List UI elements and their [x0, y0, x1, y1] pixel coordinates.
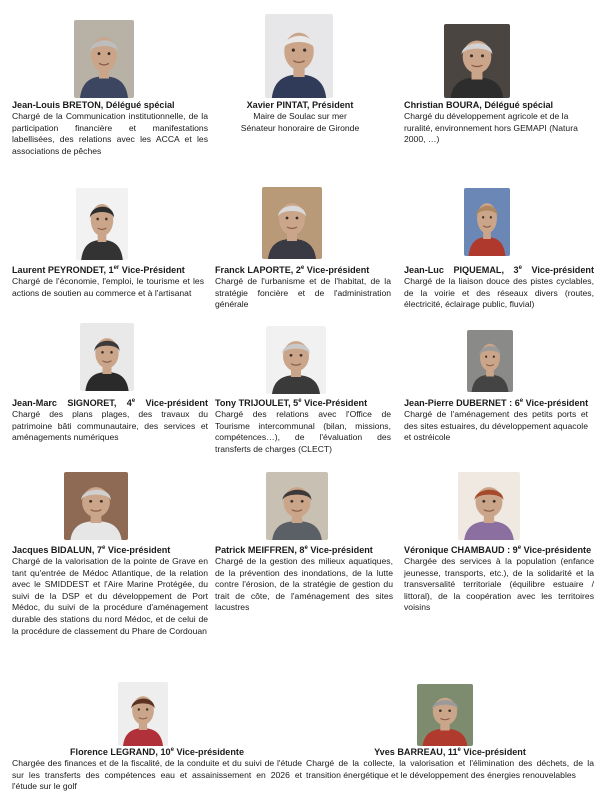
photo-franck-laporte: [262, 187, 322, 259]
member-role: Chargé de l'aménagement des petits ports et des sites estuaires, du développement aquacole et ostréicole: [404, 409, 588, 443]
photo-jean-marc-signoret: [80, 323, 134, 391]
photo-christian-boura: [444, 24, 510, 98]
photo-jean-pierre-dubernet: [467, 330, 513, 392]
member-role: Chargé de la valorisation de la pointe de Grave en tant qu'entrée de Médoc Atlantique, de la relation avec le SMIDDEST et l'Aire Marine Protégée, du suivi de la DSP et du développement de Port Médoc, du suivi de la procédure d'aménagement durable des stations du nord Médoc, et de celui de la procédure de classement du Phare de Cordouan: [12, 556, 208, 636]
photo-yves-barreau: [417, 684, 473, 746]
photo-laurent-peyrondet: [76, 188, 128, 260]
member-name: Tony TRIJOULET, 5e Vice-Président: [215, 397, 368, 408]
member-role: Chargé de la gestion des milieux aquatiques, de la prévention des inondations, de la lutte contre l'érosion, de la stratégie de gestion du trait de côte, de l'aménagement des sites lacustres: [215, 556, 393, 613]
photo-veronique-chambaud: [458, 472, 520, 540]
member-role: Chargé de l'économie, l'emploi, le tourisme et les actions de soutien au commerce et à l'artisanat: [12, 276, 204, 298]
member-role: Chargé de la liaison douce des pistes cyclables, de la voirie et des réseaux divers (routes, électricité, éclairage public, fluvial): [404, 276, 594, 310]
member-name: Xavier PINTAT, Président: [246, 100, 354, 110]
photo-jean-luc-piquemal: [464, 188, 510, 256]
member-name: Yves BARREAU, 11e Vice-président: [374, 746, 526, 757]
member-name: Jacques BIDALUN, 7e Vice-président: [12, 544, 171, 555]
member-role: Chargé de la Communication institutionnelle, de la participation financière et manifestations labellisées, des relations avec les ACCA et les associations de pêches: [12, 111, 208, 156]
member-role: Chargée des finances et de la fiscalité, de la conduite et du suivi de l'étude sur les transferts des compétences eau et assainissement en 2026 et l'étude sur le golf: [12, 758, 302, 792]
member-name: Jean-Luc PIQUEMAL, 3e Vice-président: [404, 264, 594, 275]
photo-patrick-meiffren: [266, 472, 328, 540]
photo-jacques-bidalun: [64, 472, 128, 540]
member-name: Florence LEGRAND, 10e Vice-présidente: [69, 746, 245, 757]
member-role: Chargé de l'urbanisme et de l'habitat, de la stratégie foncière et de l'administration générale: [215, 276, 391, 310]
member-role: Chargé du développement agricole et de la ruralité, environnement hors GEMAPI (Natura 2000, …): [404, 111, 578, 145]
member-name: Christian BOURA, Délégué spécial: [404, 100, 554, 110]
member-name: Véronique CHAMBAUD : 9e Vice-présidente: [404, 544, 592, 555]
member-name: Franck LAPORTE, 2e Vice-président: [215, 264, 370, 275]
member-name: Laurent PEYRONDET, 1er Vice-Président: [12, 264, 185, 275]
member-role: Maire de Soulac sur mer Sénateur honoraire de Gironde: [240, 111, 360, 133]
member-name: Jean-Pierre DUBERNET : 6e Vice-président: [404, 397, 589, 408]
member-name: Patrick MEIFFREN, 8e Vice-président: [215, 544, 373, 555]
photo-jean-louis-breton: [74, 20, 134, 98]
member-name: Jean-Marc SIGNORET, 4e Vice-président: [12, 397, 209, 408]
photo-xavier-pintat: [265, 14, 333, 98]
member-role: Chargée des services à la population (enfance jeunesse, transports, etc.), de la solidarité et la transversalité territoriale (équilibre estuaire / littoral), de la coopération avec les territoires voisins: [404, 556, 594, 613]
photo-tony-trijoulet: [266, 326, 326, 394]
member-role: Chargé de la collecte, la valorisation et l'élimination des déchets, de la transition énergétique et le développement des énergies renouvelables: [306, 758, 594, 780]
member-role: Chargé des plans plages, des travaux du patrimoine bâti communautaire, des services et aménagements numériques: [12, 409, 208, 443]
member-name: Jean-Louis BRETON, Délégué spécial: [12, 100, 175, 110]
photo-florence-legrand: [118, 682, 168, 746]
member-role: Chargé des relations avec l'Office de Tourisme intercommunal (bilan, missions, compétences…), de l'évaluation des transferts de charges (CLECT): [215, 409, 391, 454]
